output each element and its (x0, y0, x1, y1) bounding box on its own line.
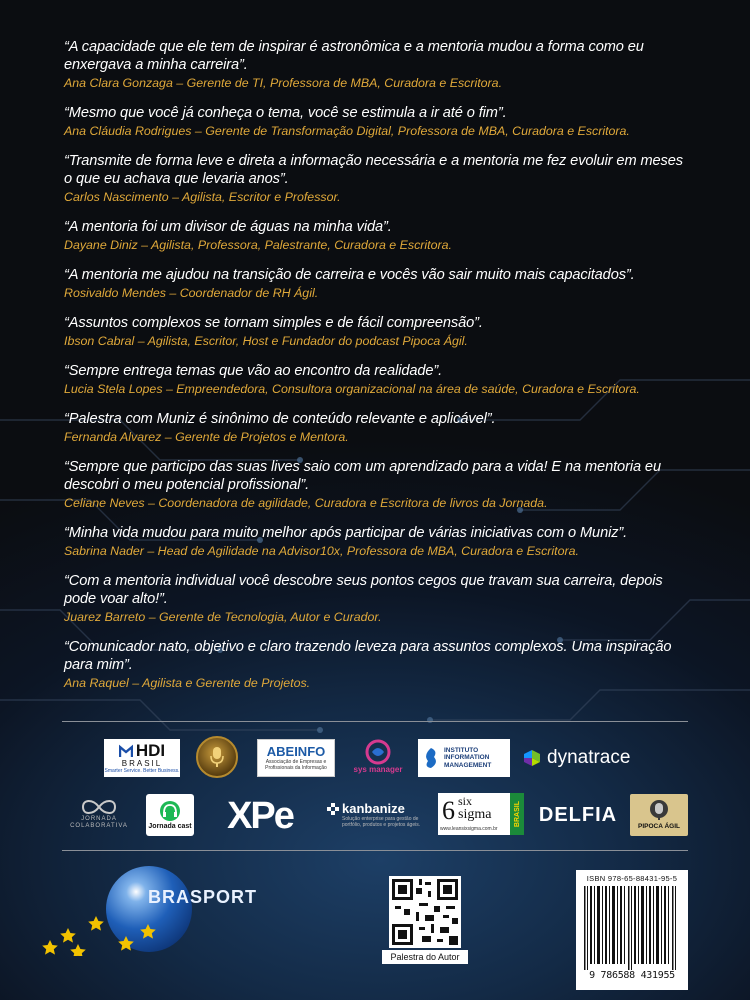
testimonial-author: Ibson Cabral – Agilista, Escritor, Host e Fundador do podcast Pipoca Ágil. (64, 334, 468, 348)
testimonial-author: Rosivaldo Mendes – Coordenador de RH Ágil. (64, 286, 319, 300)
abeinfo-logo (257, 739, 335, 777)
testimonial (64, 572, 694, 625)
testimonial (64, 104, 694, 139)
qr-code-icon (389, 876, 461, 948)
testimonial-quote: “Comunicador nato, objetivo e claro trazendo leveza para assuntos complexos. Uma inspiração para mim”. (64, 639, 672, 673)
testimonial (64, 266, 694, 301)
testimonial (64, 410, 694, 445)
testimonial-author: Fernanda Alvarez – Gerente de Projetos e Mentora. (64, 430, 349, 444)
testimonial-quote: “Transmite de forma leve e direta a informação necessária e a mentoria me fez evoluir em meses o que eu achava que levaria anos”. (64, 153, 683, 187)
delfia-name: DELFIA (538, 804, 618, 826)
qr-caption: Palestra do Autor (382, 950, 468, 964)
kanbanize-mark-icon (327, 803, 339, 815)
six-sigma-url: www.leansixsigma.com.br (440, 826, 498, 832)
testimonial-quote: “Palestra com Muniz é sinônimo de conteúdo relevante e aplicável”. (64, 411, 496, 427)
six-sigma-brasil-logo (438, 793, 524, 835)
stars-icon (38, 906, 168, 956)
testimonial (64, 524, 694, 559)
kanbanize-sub: Solução enterprise para gestão de portfólio, produtos e projetos ágeis. (342, 816, 421, 828)
hdi-tagline: Smarter Service. Better Business. (104, 768, 180, 774)
testimonial-quote: “A capacidade que ele tem de inspirar é astronômica e a mentoria mudou a forma como eu enxergava a minha carreira”. (64, 39, 644, 73)
testimonial-quote: “A mentoria me ajudou na transição de carreira e vocês vão sair muito mais capacitados”. (64, 267, 635, 283)
instituto-mark-icon (422, 747, 440, 769)
divider-bottom (62, 850, 688, 851)
jornada-colab-line2: COLABORATIVA (70, 823, 128, 829)
hdi-country: BRASIL (121, 759, 163, 768)
testimonial-author: Ana Cláudia Rodrigues – Gerente de Transformação Digital, Professora de MBA, Curadora e Escritora. (64, 124, 630, 138)
testimonial-quote: “Minha vida mudou para muito melhor após participar de várias iniciativas com o Muniz”. (64, 525, 628, 541)
testimonial-author: Celiane Neves – Coordenadora de agilidade, Curadora e Escritora de livros da Jornada. (64, 496, 548, 510)
testimonial (64, 362, 694, 397)
testimonial-author: Sabrina Nader – Head de Agilidade na Advisor10x, Professora de MBA, Curadora e Escritora. (64, 544, 579, 558)
testimonial-author: Lucia Stela Lopes – Empreendedora, Consultora organizacional na área de saúde, Curadora e Escritora. (64, 382, 640, 396)
abeinfo-sub: Associação de Empresas e Profissionais da Informação (265, 759, 327, 771)
testimonial (64, 218, 694, 253)
six-sigma-word: six (458, 794, 473, 808)
podcast-headphones-icon (159, 800, 181, 822)
testimonial-quote: “Sempre que participo das suas lives saio com um aprendizado para a vida! E na mentoria eu descobri o meu potencial profissional”. (64, 459, 661, 493)
pipoca-microphone-icon (646, 799, 672, 823)
hdi-mark-icon (119, 744, 133, 758)
isbn-text: ISBN 978-65-88431-95-5 (586, 874, 678, 883)
instituto-line3: MANAGEMENT (444, 761, 492, 769)
barcode-digits: 9 786588 431955 (589, 970, 675, 981)
jornada-cast-name: Jornada cast (148, 822, 192, 830)
delfia-logo (536, 800, 620, 830)
sys-manager-name: sys manager (353, 764, 403, 774)
divider-top (62, 721, 688, 722)
hdi-brasil-logo (104, 739, 180, 777)
testimonial (64, 152, 694, 205)
kanbanize-logo (327, 795, 423, 835)
six-sigma-brasil: BRASIL (513, 800, 521, 828)
brasport-publisher-logo (38, 866, 298, 956)
xpe-logo (208, 796, 312, 836)
jornada-colab-line1: JORNADA (81, 816, 117, 822)
abeinfo-name: ABEINFO (266, 744, 326, 759)
testimonial-quote: “Sempre entrega temas que vão ao encontro da realidade”. (64, 363, 443, 379)
testimonial (64, 314, 694, 349)
sys-manager-swirl-icon (365, 739, 391, 765)
six-sigma-sigma: sigma (458, 807, 492, 822)
kanbanize-name: kanbanize (342, 801, 405, 816)
pipoca-name: PIPOCA ÁGIL (637, 823, 680, 830)
six-sigma-number: 6 (442, 796, 455, 825)
testimonial-author: Dayane Diniz – Agilista, Professora, Palestrante, Curadora e Escritora. (64, 238, 452, 252)
instituto-information-management-logo (418, 739, 510, 777)
dynatrace-logo (522, 742, 650, 774)
testimonial-author: Ana Raquel – Agilista e Gerente de Projetos. (64, 676, 311, 690)
instituto-line2: INFORMATION (444, 754, 490, 762)
testimonial-quote: “Mesmo que você já conheça o tema, você se estimula a ir até o fim”. (64, 105, 507, 121)
testimonial-author: Ana Clara Gonzaga – Gerente de TI, Professora de MBA, Curadora e Escritora. (64, 76, 503, 90)
instituto-line1: INSTITUTO (444, 746, 479, 754)
brasport-name: BRASPORT (148, 887, 258, 907)
testimonial (64, 38, 694, 91)
podcast-microphone-seal (196, 736, 238, 778)
hdi-name: HDI (135, 741, 166, 760)
testimonial (64, 458, 694, 511)
xpe-name: XPe (227, 795, 293, 837)
infinity-icon (79, 798, 119, 816)
qr-code[interactable] (389, 876, 461, 948)
pipoca-agil-logo (630, 794, 688, 836)
isbn-barcode (576, 870, 688, 990)
dynatrace-mark-icon (522, 748, 542, 768)
microphone-icon (209, 746, 225, 768)
dynatrace-name: dynatrace (547, 747, 631, 768)
testimonial (64, 638, 694, 691)
testimonial-author: Carlos Nascimento – Agilista, Escritor e Professor. (64, 190, 341, 204)
testimonial-quote: “Assuntos complexos se tornam simples e de fácil compreensão”. (64, 315, 483, 331)
testimonial-quote: “Com a mentoria individual você descobre seus pontos cegos que travam sua carreira, depois pode voar alto!”. (64, 573, 663, 607)
sys-manager-logo (353, 733, 403, 779)
testimonial-quote: “A mentoria foi um divisor de águas na minha vida”. (64, 219, 392, 235)
jornada-colaborativa-logo (64, 793, 134, 835)
barcode-bars-icon (584, 886, 680, 970)
testimonial-author: Juarez Barreto – Gerente de Tecnologia, Autor e Curador. (64, 610, 382, 624)
jornada-cast-logo (146, 794, 194, 836)
testimonials-list (64, 38, 694, 704)
